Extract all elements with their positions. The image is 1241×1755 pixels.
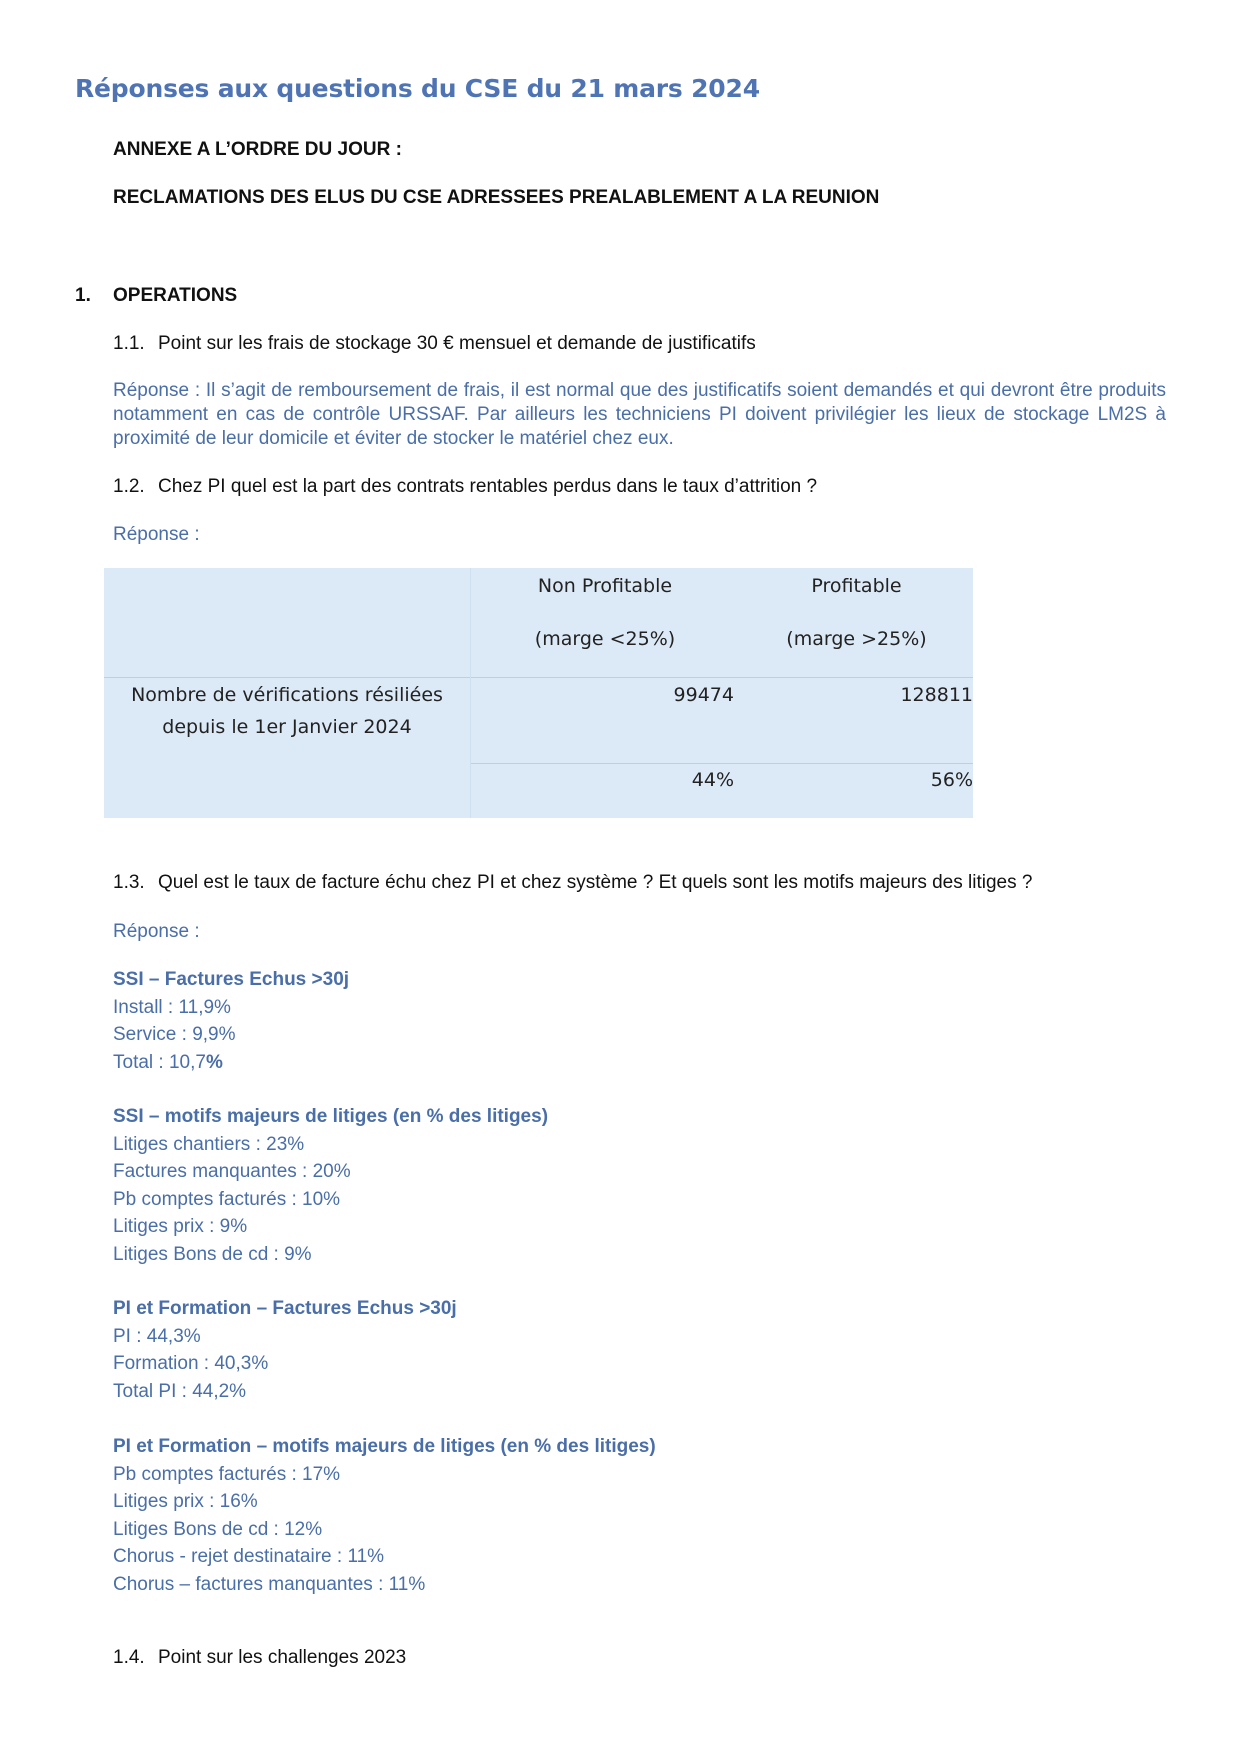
- ssi-echus-total-value: Total : 10,7: [113, 1051, 206, 1073]
- section-title: OPERATIONS: [113, 285, 238, 306]
- table-row-label-line1: Nombre de vérifications résiliées: [131, 684, 443, 706]
- pi-motif-item: Litiges prix : 16%: [113, 1491, 258, 1512]
- pi-echus-item: Total PI : 44,2%: [113, 1380, 247, 1402]
- pi-echus-heading: PI et Formation – Factures Echus >30j: [113, 1298, 457, 1319]
- pi-motif-item: Litiges Bons de cd : 12%: [113, 1518, 323, 1540]
- table-cell-profitable-pct: 56%: [930, 769, 973, 791]
- question-1-1-text: Point sur les frais de stockage 30 € mensuel et demande de justificatifs: [158, 333, 756, 354]
- ssi-motif-item: Pb comptes facturés : 10%: [113, 1188, 341, 1210]
- ssi-motif-item: Factures manquantes : 20%: [113, 1161, 351, 1182]
- table-row-label-line2: depuis le 1er Janvier 2024: [162, 716, 412, 738]
- question-1-4-number: 1.4.: [113, 1647, 145, 1668]
- table-header-profitable: Profitable: [811, 575, 902, 597]
- question-1-4-text: Point sur les challenges 2023: [158, 1647, 407, 1668]
- pi-echus-block: [113, 1295, 457, 1405]
- table-header-profitable-margin: (marge >25%): [786, 628, 927, 650]
- table-rule-row: [470, 763, 973, 764]
- ssi-echus-heading: SSI – Factures Echus >30j: [113, 969, 350, 990]
- ssi-motif-item: Litiges chantiers : 23%: [113, 1133, 305, 1155]
- table-rule-header: [104, 677, 973, 678]
- pi-motif-item: Chorus – factures manquantes : 11%: [113, 1573, 426, 1595]
- pi-motifs-heading: PI et Formation – motifs majeurs de litiges (en % des litiges): [113, 1436, 656, 1457]
- question-1-2-number: 1.2.: [113, 476, 145, 497]
- question-1-3-response-label: Réponse :: [113, 921, 200, 942]
- ssi-echus-install: Install : 11,9%: [113, 996, 231, 1018]
- table-cell-profitable-count: 128811: [900, 684, 973, 706]
- question-1-2-text: Chez PI quel est la part des contrats rentables perdus dans le taux d’attrition ?: [158, 476, 818, 497]
- ssi-echus-total: [113, 1049, 349, 1077]
- pi-echus-item: Formation : 40,3%: [113, 1353, 269, 1374]
- ssi-motifs-heading: SSI – motifs majeurs de litiges (en % des litiges): [113, 1106, 549, 1127]
- ssi-echus-total-percent: %: [205, 1051, 223, 1073]
- question-1-3-text: Quel est le taux de facture échu chez PI et chez système ? Et quels sont les motifs majeurs des litiges ?: [158, 872, 1033, 893]
- pi-motifs-block: [113, 1433, 656, 1598]
- section-number: 1.: [75, 285, 91, 306]
- annexe-heading: ANNEXE A L’ORDRE DU JOUR :: [113, 139, 402, 160]
- question-1-1-response: Réponse : Il s’agit de remboursement de frais, il est normal que des justificatifs soient demandés et qui devront être produits notamment en cas de contrôle URSSAF. Par ailleurs les techniciens PI doivent privilégier les lieux de stockage LM2S à proximité de leur domicile et éviter de stocker le matériel chez eux.: [113, 380, 1166, 449]
- reclamations-heading: RECLAMATIONS DES ELUS DU CSE ADRESSEES PREALABLEMENT A LA REUNION: [113, 187, 880, 208]
- ssi-motif-item: Litiges Bons de cd : 9%: [113, 1243, 312, 1265]
- ssi-echus-service: Service : 9,9%: [113, 1024, 236, 1045]
- pi-echus-item: PI : 44,3%: [113, 1325, 201, 1347]
- ssi-motif-item: Litiges prix : 9%: [113, 1216, 248, 1237]
- question-1-2-response-label: Réponse :: [113, 524, 200, 545]
- table-header-non-profitable: Non Profitable: [537, 575, 673, 597]
- question-1-3-number: 1.3.: [113, 872, 145, 893]
- ssi-echus-block: [113, 966, 349, 1076]
- table-cell-non-profitable-pct: 44%: [691, 769, 734, 791]
- ssi-motifs-block: [113, 1103, 548, 1268]
- page-title: Réponses aux questions du CSE du 21 mars 2024: [75, 74, 760, 103]
- table-cell-non-profitable-count: 99474: [673, 684, 734, 706]
- table-header-non-profitable-margin: (marge <25%): [534, 628, 676, 650]
- pi-motif-item: Pb comptes facturés : 17%: [113, 1463, 341, 1485]
- pi-motif-item: Chorus - rejet destinataire : 11%: [113, 1546, 385, 1567]
- attrition-table: [104, 568, 973, 818]
- question-1-1-number: 1.1.: [113, 333, 145, 354]
